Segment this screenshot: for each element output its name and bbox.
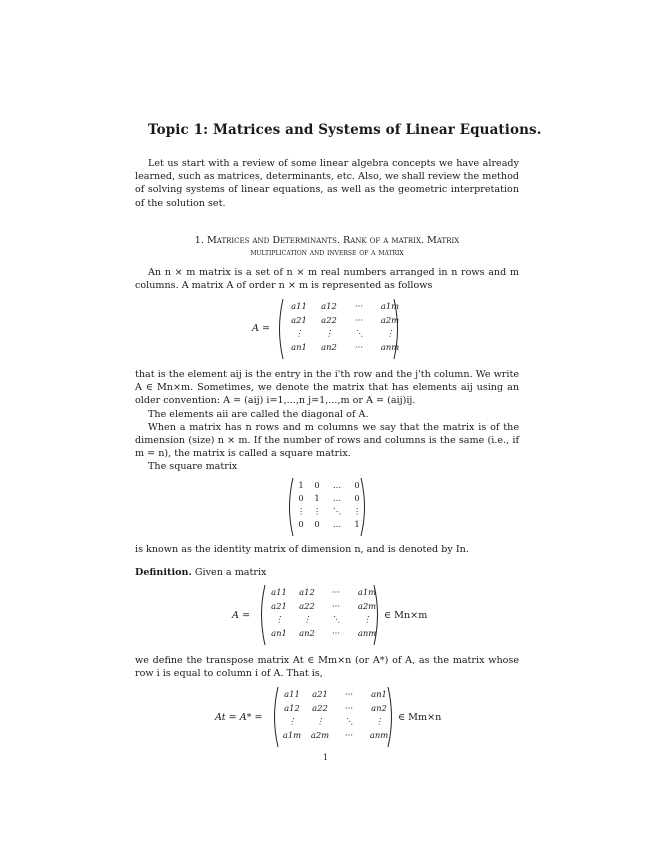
matrix-cell: ··· bbox=[332, 600, 340, 611]
matrix-cell: an1 bbox=[271, 627, 287, 638]
matrix-cell: ⋮ bbox=[302, 614, 312, 624]
matrix2-right-paren bbox=[372, 584, 382, 646]
matrix-cell: ⋮ bbox=[362, 614, 372, 624]
matrix3-rhs: ∈ Mm×n bbox=[398, 712, 442, 723]
matrix-cell: ⋱ bbox=[331, 614, 341, 624]
definition-label: Definition. bbox=[135, 567, 192, 578]
matrix-cell: anm bbox=[380, 341, 400, 352]
matrix-cell: ··· bbox=[332, 627, 340, 638]
matrix-cell: ··· bbox=[355, 341, 363, 352]
matrix1-grid bbox=[284, 301, 406, 352]
matrix-cell: a21 bbox=[312, 689, 328, 699]
definition-paragraph: Definition. Given a matrix bbox=[135, 567, 267, 578]
matrix-cell: ... bbox=[333, 519, 341, 529]
matrix-cell: 0 bbox=[314, 519, 320, 529]
matrix-cell: 0 bbox=[298, 493, 304, 503]
matrix-cell: a12 bbox=[321, 301, 337, 311]
matrix-cell: a2m bbox=[357, 600, 377, 611]
paragraph-matrix-definition: An n × m matrix is a set of n × m real numbers arranged in n rows and m columns. A matrix A of order n × m is represented as follows bbox=[135, 267, 519, 292]
matrix-cell: a1m bbox=[380, 301, 400, 311]
matrix-cell: a2m bbox=[310, 729, 330, 740]
matrix-cell: ··· bbox=[355, 301, 363, 311]
matrix-cell: anm bbox=[369, 729, 389, 740]
matrix-cell: an2 bbox=[371, 702, 387, 713]
matrix2-lhs: A = bbox=[232, 610, 251, 621]
matrix-cell: an1 bbox=[371, 689, 387, 699]
matrix-cell: a1m bbox=[357, 587, 377, 597]
matrix-cell: ··· bbox=[355, 314, 363, 325]
matrix-cell: ··· bbox=[345, 702, 353, 713]
matrix-cell: 1 bbox=[314, 493, 320, 503]
matrix3-grid bbox=[278, 689, 394, 740]
matrix-cell: a22 bbox=[312, 702, 328, 713]
matrix-cell: a11 bbox=[271, 587, 287, 597]
paragraph-transpose: we define the transpose matrix At ∈ Mm×n (or A*) of A, as the matrix whose row i is equal to column i of A. That is, bbox=[135, 655, 519, 680]
matrix1-lhs: A = bbox=[252, 323, 271, 334]
matrix-cell: ··· bbox=[345, 689, 353, 699]
matrix-cell: 0 bbox=[314, 480, 320, 490]
matrix-cell: ⋮ bbox=[312, 506, 322, 516]
matrix-cell: 0 bbox=[354, 493, 360, 503]
matrix-cell: ⋮ bbox=[274, 614, 284, 624]
matrix3-right-paren bbox=[386, 686, 396, 748]
matrix-cell: a21 bbox=[291, 314, 307, 325]
matrix-cell: a12 bbox=[299, 587, 315, 597]
matrix1-right-paren bbox=[392, 298, 402, 360]
matrix-cell: ⋮ bbox=[324, 328, 334, 338]
paragraph-element-notation: that is the element aij is the entry in the i'th row and the j'th column. We write A ∈ Mn×m. Sometimes, we denote the matrix that has elements aij using an older convention: A = (aij) i=1,...,n j=1,...,m or A = (aij)ij. The elements aii are called the diagonal of A. When a matrix has n rows and m columns we say that the matrix is of the dimension (size) n × m. If the number of rows and columns is the same (i.e., if m = n), the matrix is called a square matrix. The square matrix bbox=[135, 369, 519, 473]
matrix3-lhs: At = A* = bbox=[215, 712, 263, 723]
matrix-cell: 1 bbox=[298, 480, 304, 490]
page-title: Topic 1: Matrices and Systems of Linear Equations. bbox=[148, 122, 542, 138]
matrix-cell: ⋮ bbox=[296, 506, 306, 516]
matrix-cell: ⋮ bbox=[294, 328, 304, 338]
matrix-cell: 1 bbox=[354, 519, 360, 529]
matrix2-grid bbox=[265, 587, 383, 638]
matrix-cell: a22 bbox=[299, 600, 315, 611]
identity-right-paren bbox=[359, 477, 369, 537]
matrix-cell: ⋮ bbox=[315, 716, 325, 726]
matrix2-rhs: ∈ Mn×m bbox=[384, 610, 428, 621]
matrix-cell: an1 bbox=[291, 341, 307, 352]
matrix-cell: ⋱ bbox=[354, 328, 364, 338]
matrix-cell: a22 bbox=[321, 314, 337, 325]
matrix-cell: ⋮ bbox=[287, 716, 297, 726]
matrix-cell: 0 bbox=[298, 519, 304, 529]
matrix-cell: ⋱ bbox=[332, 506, 342, 516]
matrix-cell: a1m bbox=[282, 729, 302, 740]
matrix-cell: a21 bbox=[271, 600, 287, 611]
matrix-cell: ... bbox=[333, 480, 341, 490]
matrix-cell: anm bbox=[357, 627, 377, 638]
matrix-cell: a11 bbox=[284, 689, 300, 699]
matrix-cell: an2 bbox=[299, 627, 315, 638]
matrix-cell: a12 bbox=[284, 702, 300, 713]
page-number: 1 bbox=[323, 753, 329, 762]
matrix-cell: ⋮ bbox=[385, 328, 395, 338]
matrix-cell: ⋮ bbox=[374, 716, 384, 726]
section-heading: 1. Matrices and Determinants. Rank of a matrix. Matrix multiplication and inverse of a matrix bbox=[194, 235, 460, 258]
matrix-cell: 0 bbox=[354, 480, 360, 490]
matrix-cell: ⋱ bbox=[344, 716, 354, 726]
matrix-cell: ... bbox=[333, 493, 341, 503]
matrix-cell: a11 bbox=[291, 301, 307, 311]
matrix-cell: ··· bbox=[345, 729, 353, 740]
paragraph-identity: is known as the identity matrix of dimension n, and is denoted by In. bbox=[135, 544, 469, 555]
matrix-cell: ⋮ bbox=[352, 506, 362, 516]
matrix-cell: a2m bbox=[380, 314, 400, 325]
matrix-cell: ··· bbox=[332, 587, 340, 597]
identity-matrix-grid bbox=[293, 480, 365, 529]
intro-paragraph: Let us start with a review of some linear algebra concepts we have already learned, such as matrices, determinants, etc. Also, we shall review the method of solving systems of linear equations, as well as the geometric interpretation of the solution set. bbox=[135, 158, 519, 209]
matrix-cell: an2 bbox=[321, 341, 337, 352]
